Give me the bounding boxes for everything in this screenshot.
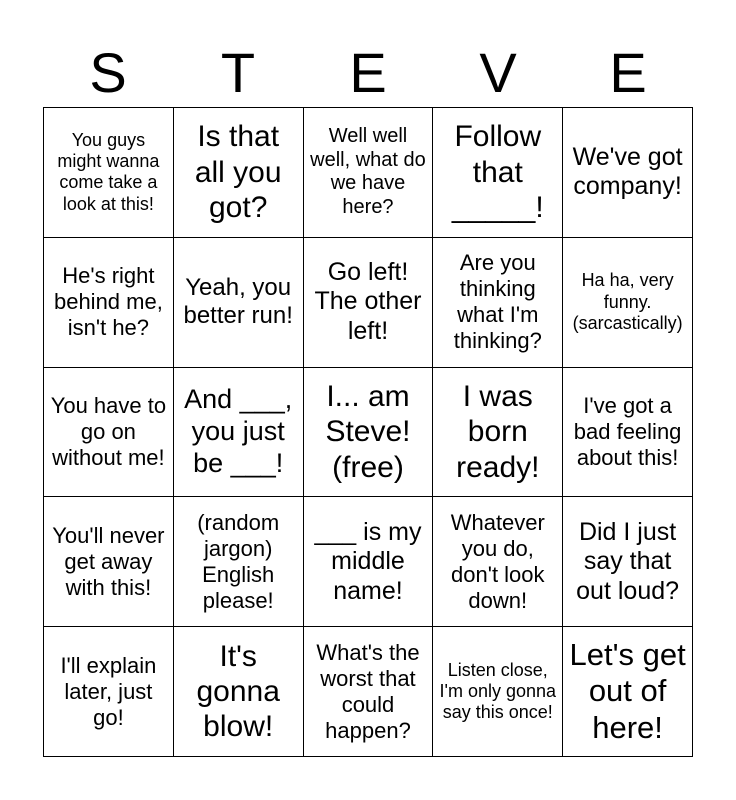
bingo-cell: Yeah, you better run! xyxy=(174,238,304,368)
bingo-cell: We've got company! xyxy=(563,108,693,238)
bingo-cell: Well well well, what do we have here? xyxy=(304,108,434,238)
bingo-header xyxy=(43,38,693,108)
bingo-cell: It's gonna blow! xyxy=(174,627,304,757)
bingo-cell: Is that all you got? xyxy=(174,108,304,238)
header-letter-s: S xyxy=(89,41,127,104)
bingo-cell: Follow that _____! xyxy=(433,108,563,238)
bingo-cell: Let's get out of here! xyxy=(563,627,693,757)
bingo-cell: I've got a bad feeling about this! xyxy=(563,368,693,498)
bingo-cell: You have to go on without me! xyxy=(44,368,174,498)
bingo-cell: I'll explain later, just go! xyxy=(44,627,174,757)
bingo-cell free-space: I... am Steve! (free) xyxy=(304,368,434,498)
bingo-cell: And ___, you just be ___! xyxy=(174,368,304,498)
bingo-cell: Did I just say that out loud? xyxy=(563,497,693,627)
bingo-cell: Whatever you do, don't look down! xyxy=(433,497,563,627)
header-letter-t: T xyxy=(220,41,256,104)
header-letter-e: E xyxy=(349,41,387,104)
bingo-cell: I was born ready! xyxy=(433,368,563,498)
bingo-cell: Are you thinking what I'm thinking? xyxy=(433,238,563,368)
bingo-grid xyxy=(43,107,693,757)
bingo-cell: Listen close, I'm only gonna say this once! xyxy=(433,627,563,757)
bingo-cell: Go left! The other left! xyxy=(304,238,434,368)
header-letter-e-last: E xyxy=(609,41,647,104)
header-letter-v: V xyxy=(479,41,517,104)
bingo-cell: (random jargon) English please! xyxy=(174,497,304,627)
bingo-cell: ___ is my middle name! xyxy=(304,497,434,627)
bingo-cell: He's right behind me, isn't he? xyxy=(44,238,174,368)
bingo-cell: You guys might wanna come take a look at this! xyxy=(44,108,174,238)
bingo-cell: What's the worst that could happen? xyxy=(304,627,434,757)
bingo-cell: Ha ha, very funny. (sarcastically) xyxy=(563,238,693,368)
bingo-cell: You'll never get away with this! xyxy=(44,497,174,627)
